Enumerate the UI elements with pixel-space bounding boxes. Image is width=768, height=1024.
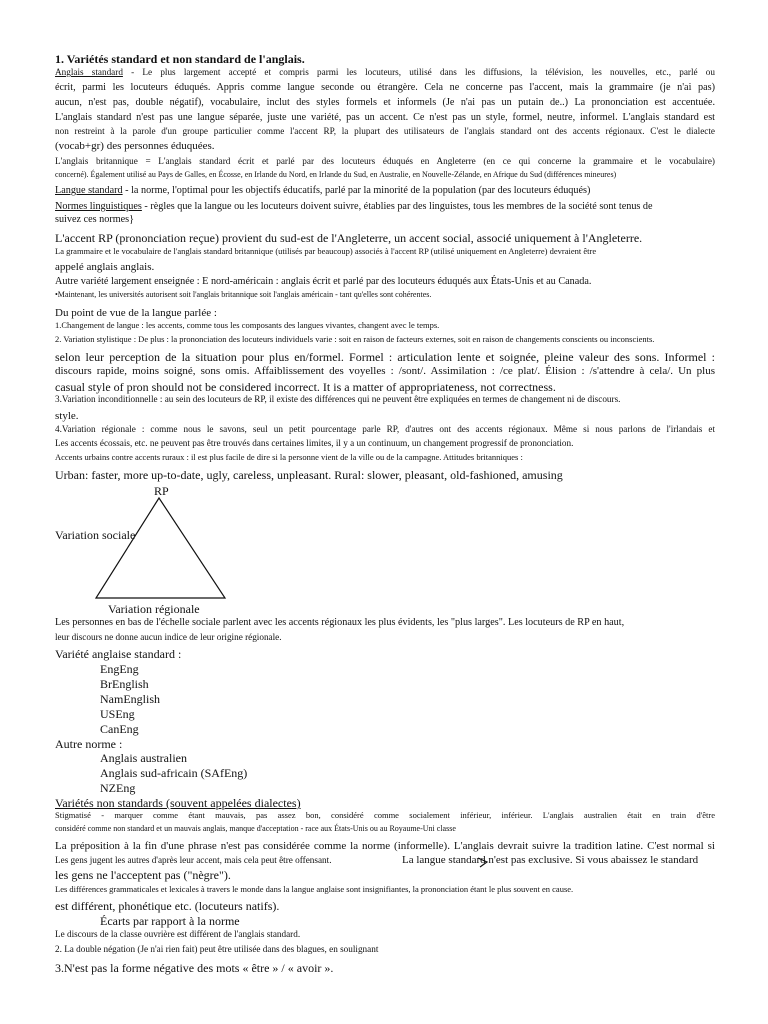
p3-line: Langue standard - la norme, l'optimal pour les objectifs éducatifs, parlé par la minorité de la population (par des locuteurs éduqués): [55, 185, 591, 196]
p4-line2: suivez ces normes}: [55, 214, 135, 225]
p6-line4: selon leur perception de la situation pour plus en/formel. Formel : articulation lente et soignée, pleine valeur des sons. Informel :: [55, 350, 715, 364]
nonstandard-line4b: La langue standard n'est pas exclusive. Si vous abaissez le standard: [402, 854, 699, 866]
nonstandard-line7: est différent, phonétique etc. (locuteurs natifs).: [55, 899, 280, 913]
other-item: NZEng: [100, 781, 136, 795]
p6-line2: 1.Changement de langue : les accents, comme tous les composants des langues vivantes, changent avec le temps.: [55, 320, 440, 330]
p1-line2: écrit, parmi les locuteurs éduqués. Appris comme langue seconde ou étrangère. Cela ne concerne pas l'accent, mais la grammaire (je n'ai pas): [55, 82, 715, 93]
p2-line1: L'anglais britannique = L'anglais standard écrit et parlé par des locuteurs éduqués en Angleterre (en ce qui concerne la grammaire et le vocabulaire): [55, 156, 715, 166]
standard-title: Variété anglaise standard :: [55, 647, 182, 661]
p5-line4: Autre variété largement enseignée : E nord-américain : anglais écrit et parlé par des locuteurs éduqués aux États-Unis et au Canada.: [55, 276, 592, 287]
diagram-label-regional: Variation régionale: [108, 602, 200, 616]
term-langue-standard: Langue standard: [55, 185, 123, 196]
triangle-shape: [96, 498, 225, 598]
p1-line6: (vocab+gr) des personnes éduquées.: [55, 140, 215, 152]
p6-line10: Les accents écossais, etc. ne peuvent pas être trouvés dans certaines limites, il y a un continuum, un changement progressif de prononciation.: [55, 438, 574, 448]
p6-line6: casual style of pron should not be considered incorrect. It is a matter of appropriateness, not correctness.: [55, 380, 556, 394]
diagram-label-rp: RP: [154, 484, 169, 498]
other-item: Anglais australien: [100, 751, 187, 765]
heading: 1. Variétés standard et non standard de l'anglais.: [55, 52, 305, 66]
other-item: Anglais sud-africain (SAfEng): [100, 766, 248, 780]
p1-line3: aucun, n'est pas, double négatif), vocabulaire, inclut des styles formels et informels (Je n'ai pas un putain de..) La prononciation est accentuée.: [55, 97, 715, 108]
p4-line1: Normes linguistiques - règles que la langue ou les locuteurs doivent suivre, établies par des linguistes, tous les membres de la société sont tenus de: [55, 201, 653, 212]
nonstandard-line2: considéré comme non standard et un mauvais anglais, manque d'acceptation - race aux États-Unis ou au Royaume-Uni classe: [55, 824, 456, 833]
p5-line5: •Maintenant, les universités autorisent soit l'anglais britannique soit l'anglais américain - tant qu'elles sont cohérentes.: [55, 290, 432, 299]
p6-line1: Du point de vue de la langue parlée :: [55, 307, 217, 319]
standard-item: EngEng: [100, 662, 139, 676]
nonstandard-line9: Le discours de la classe ouvrière est différent de l'anglais standard.: [55, 929, 301, 939]
nonstandard-line11: 3.N'est pas la forme négative des mots « être » / « avoir ».: [55, 961, 334, 975]
nonstandard-line6: Les différences grammaticales et lexicales à travers le monde dans la langue anglaise sont insignifiantes, la prononciation étant le plus souvent en cause.: [55, 884, 574, 894]
nonstandard-line5: les gens ne l'acceptent pas ("nègre").: [55, 868, 231, 882]
standard-item: BrEnglish: [100, 677, 149, 691]
nonstandard-line1: Stigmatisé - marquer comme étant mauvais, pas assez bon, considéré comme socialement inférieur, inférieur. L'anglais australien était en train d'être: [55, 810, 715, 820]
p1-line1: Anglais standard - Le plus largement accepté et compris parmi les locuteurs, utilisé dans les diffusions, la télévision, les nouvelles, etc., parlé ou: [55, 67, 715, 77]
p1-line4: L'anglais standard n'est pas une langue séparée, juste une variété, pas un accent. Ce n'est pas un style, formel, neutre, informel. L'anglais standard est: [55, 112, 715, 123]
standard-item: CanEng: [100, 722, 139, 736]
term-anglais-standard: Anglais standard: [55, 67, 123, 77]
p1-line5: non restreint à la parole d'un groupe particulier comme l'accent RP, la plupart des utilisateurs de l'anglais standard ont des accents régionaux. C'est le dialecte: [55, 126, 715, 136]
diagram-label-social: Variation sociale: [55, 528, 136, 542]
standard-item: USEng: [100, 707, 135, 721]
p7-line2: leur discours ne donne aucun indice de leur origine régionale.: [55, 632, 282, 642]
nonstandard-line3: La préposition à la fin d'une phrase n'est pas considérée comme la norme (informelle). L'anglais devrait suivre la tradition latine. C'est normal si: [55, 840, 715, 852]
term-normes-linguistiques: Normes linguistiques: [55, 201, 142, 212]
p6-line12: Urban: faster, more up-to-date, ugly, careless, unpleasant. Rural: slower, pleasant, old-fashioned, amusing: [55, 468, 563, 482]
nonstandard-line4a: Les gens jugent les autres d'après leur accent, mais cela peut être offensant.: [55, 855, 332, 865]
p6-line5: discours rapide, moins soigné, sons omis. Affaiblissement des voyelles : /sont/. Assimilation : /ce plat/. Élision : /s'attendre à cela/. Un plus: [55, 365, 715, 377]
other-title: Autre norme :: [55, 737, 123, 751]
nonstandard-line8: Écarts par rapport à la norme: [100, 914, 240, 928]
p5-line3: appelé anglais anglais.: [55, 261, 155, 273]
p7-line1: Les personnes en bas de l'échelle sociale parlent avec les accents régionaux les plus évidents, les "plus larges". Les locuteurs de RP en haut,: [55, 617, 625, 628]
p5-line1: L'accent RP (prononciation reçue) provient du sud-est de l'Angleterre, un accent social, associé uniquement à l'Angleterre.: [55, 231, 643, 245]
standard-item: NamEnglish: [100, 692, 160, 706]
nonstandard-line10: 2. La double négation (Je n'ai rien fait) peut être utilisée dans des blagues, en soulignant: [55, 944, 379, 954]
p5-line2: La grammaire et le vocabulaire de l'anglais standard britannique (utilisés par beaucoup) associés à l'accent RP (utilisé uniquement en Angleterre) devraient être: [55, 246, 597, 256]
p6-line11: Accents urbains contre accents ruraux : il est plus facile de dire si la personne vient de la ville ou de la campagne. Attitudes britanniques :: [55, 452, 523, 462]
p6-line8: style.: [55, 410, 79, 422]
p2-line2: concerné). Également utilisé au Pays de Galles, en Écosse, en Irlande du Nord, en Irlande du Sud, en Australie, en Nouvelle-Zélande, en Afrique du Sud (différences mineures): [55, 170, 617, 179]
p6-line3: 2. Variation stylistique : De plus : la prononciation des locuteurs individuels varie : soit en raison de facteurs externes, soit en raison de changements conscients ou inconscients.: [55, 334, 655, 344]
p6-line7: 3.Variation inconditionnelle : au sein des locuteurs de RP, il existe des différences qui ne peuvent être expliquées en termes de changement ni de discours.: [55, 394, 621, 404]
nonstandard-title: Variétés non standards (souvent appelées dialectes): [55, 796, 301, 810]
p6-line9: 4.Variation régionale : comme nous le savons, seul un petit pourcentage parle RP, d'autres ont des accents régionaux. Même si nous parlons de l'irlandais et: [55, 424, 715, 434]
